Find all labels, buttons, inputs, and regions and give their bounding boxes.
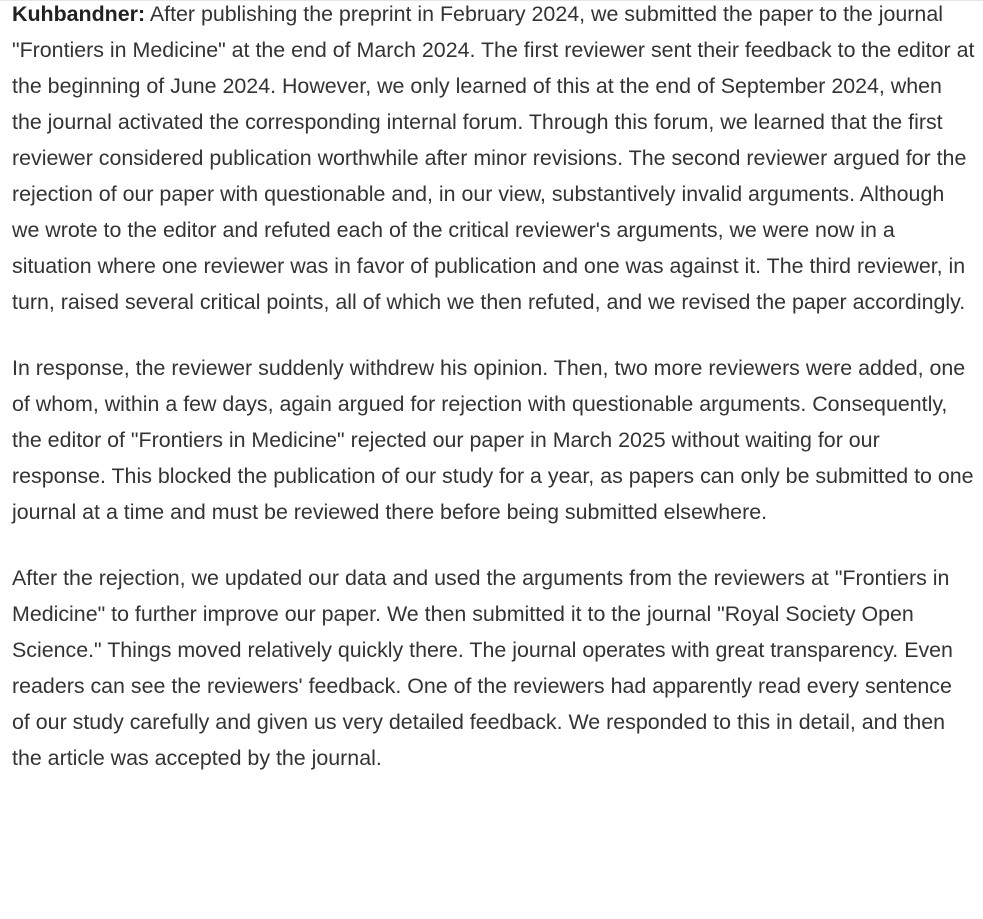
paragraph-2: In response, the reviewer suddenly withdrew his opinion. Then, two more reviewers were added, one of whom, within a few days, again argued for rejection with questionable arguments. Consequently, the editor of "Frontiers in Medicine" rejected our paper in March 2025 without waiting for our response. This blocked the publication of our study for a year, as papers can only be submitted to one journal at a time and must be reviewed there before being submitted elsewhere. [12,356,974,524]
paragraph-3: After the rejection, we updated our data and used the arguments from the reviewers at "Frontiers in Medicine" to further improve our paper. We then submitted it to the journal "Royal Society Open Science." Things moved relatively quickly there. The journal operates with great transparency. Even readers can see the reviewers' feedback. One of the reviewers had apparently read every sentence of our study carefully and given us very detailed feedback. We responded to this in detail, and then the article was accepted by the journal. [12,566,953,770]
paragraph-1-text: After publishing the preprint in February 2024, we submitted the paper to the journal "Frontiers in Medicine" at the end of March 2024. The first reviewer sent their feedback to the editor at the beginning of June 2024. However, we only learned of this at the end of September 2024, when the journal activated the corresponding internal forum. Through this forum, we learned that the first reviewer considered publication worthwhile after minor revisions. The second reviewer argued for the rejection of our paper with questionable and, in our view, substantively invalid arguments. Although we wrote to the editor and refuted each of the critical reviewer's arguments, we were now in a situation where one reviewer was in favor of publication and one was against it. The third reviewer, in turn, raised several critical points, all of which we then refuted, and we revised the paper accordingly. [12,2,975,314]
speaker-name: Kuhbandner: [12,2,146,26]
paragraph-1 [12,0,975,320]
